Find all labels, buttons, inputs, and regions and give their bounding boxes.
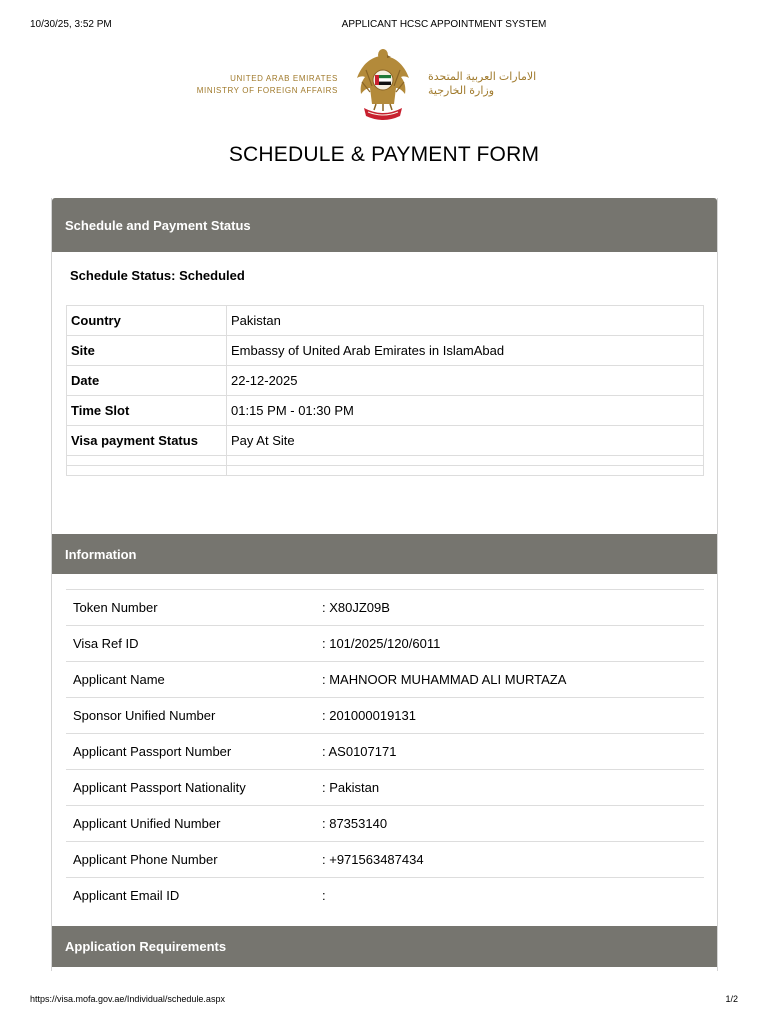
- visa-payment-status-label: Visa payment Status: [67, 426, 227, 456]
- info-label: Applicant Name: [73, 672, 165, 687]
- ministry-logo: [0, 46, 768, 126]
- info-label: Applicant Passport Number: [73, 744, 232, 759]
- table-row: [67, 336, 704, 366]
- logo-english-line1: UNITED ARAB EMIRATES: [230, 74, 338, 83]
- info-row-applicant-unified-number: [66, 805, 704, 841]
- date-label: Date: [67, 366, 227, 396]
- site-value: Embassy of United Arab Emirates in IslamAbad: [227, 336, 704, 366]
- info-label: Applicant Email ID: [73, 888, 180, 903]
- info-value: : X80JZ09B: [322, 600, 390, 615]
- info-label: Applicant Unified Number: [73, 816, 221, 831]
- print-page-number: 1/2: [725, 994, 738, 1004]
- info-row-applicant-name: [66, 661, 704, 697]
- requirements-panel-heading: Application Requirements: [52, 926, 717, 967]
- info-value: :: [322, 888, 326, 903]
- info-row-phone-number: [66, 841, 704, 877]
- info-row-passport-number: [66, 733, 704, 769]
- time-slot-value: 01:15 PM - 01:30 PM: [227, 396, 704, 426]
- information-panel-heading: Information: [52, 534, 717, 574]
- print-header: [0, 19, 768, 33]
- country-value: Pakistan: [227, 306, 704, 336]
- info-value: : +971563487434: [322, 852, 424, 867]
- empty-table-row: [67, 466, 704, 476]
- site-label: Site: [67, 336, 227, 366]
- uae-falcon-emblem-icon: [354, 46, 412, 124]
- application-requirements-panel: [51, 926, 718, 971]
- visa-payment-status-value: Pay At Site: [227, 426, 704, 456]
- logo-arabic-line2: وزارة الخارجية: [428, 85, 494, 97]
- page-title: SCHEDULE & PAYMENT FORM: [228, 143, 540, 166]
- info-value: : AS0107171: [322, 744, 397, 759]
- logo-english-text: [176, 73, 338, 97]
- schedule-details-table: [66, 305, 704, 476]
- info-label: Token Number: [73, 600, 158, 615]
- info-value: : MAHNOOR MUHAMMAD ALI MURTAZA: [322, 672, 567, 687]
- schedule-payment-panel: [51, 198, 718, 534]
- information-panel: [51, 534, 718, 926]
- info-label: Applicant Phone Number: [73, 852, 218, 867]
- information-list: [66, 589, 704, 913]
- print-header-title: APPLICANT HCSC APPOINTMENT SYSTEM: [341, 19, 547, 30]
- info-label: Visa Ref ID: [73, 636, 139, 651]
- table-row: [67, 306, 704, 336]
- schedule-panel-heading: Schedule and Payment Status: [52, 198, 717, 252]
- print-footer-url: https://visa.mofa.gov.ae/Individual/schedule.aspx: [30, 994, 225, 1004]
- info-row-sponsor-unified-number: [66, 697, 704, 733]
- date-value: 22-12-2025: [227, 366, 704, 396]
- print-datetime: 10/30/25, 3:52 PM: [30, 19, 112, 30]
- info-row-passport-nationality: [66, 769, 704, 805]
- info-value: : 101/2025/120/6011: [322, 636, 441, 651]
- info-label: Applicant Passport Nationality: [73, 780, 246, 795]
- logo-arabic-text: [428, 70, 578, 98]
- table-row: [67, 396, 704, 426]
- info-row-token-number: [66, 589, 704, 625]
- info-value: : Pakistan: [322, 780, 380, 795]
- schedule-status: Schedule Status: Scheduled: [70, 268, 245, 283]
- table-row: [67, 426, 704, 456]
- info-value: : 201000019131: [322, 708, 416, 723]
- info-value: : 87353140: [322, 816, 388, 831]
- table-row: [67, 366, 704, 396]
- logo-english-line2: MINISTRY OF FOREIGN AFFAIRS: [196, 86, 338, 95]
- empty-table-row: [67, 456, 704, 466]
- info-row-visa-ref-id: [66, 625, 704, 661]
- country-label: Country: [67, 306, 227, 336]
- time-slot-label: Time Slot: [67, 396, 227, 426]
- info-row-email-id: [66, 877, 704, 913]
- logo-arabic-line1: الامارات العربية المتحدة: [428, 71, 537, 83]
- info-label: Sponsor Unified Number: [73, 708, 216, 723]
